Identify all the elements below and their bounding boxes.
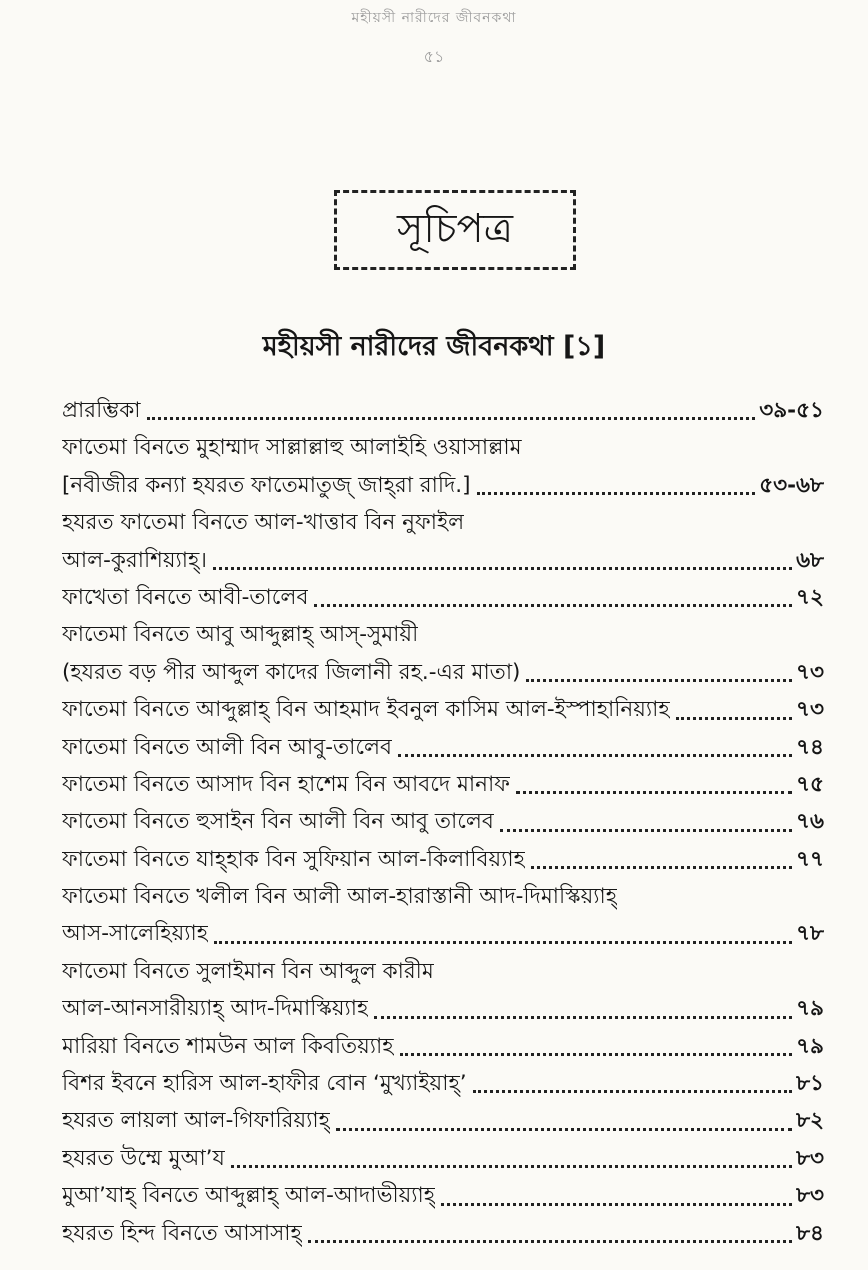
toc-page-number: ৭৪ [796, 734, 824, 760]
toc-page-number: ৮৩ [796, 1183, 824, 1209]
toc-page-number: ৭৯ [796, 1033, 824, 1059]
toc-dot-leader [676, 717, 792, 720]
toc-entry-title: ফাতেমা বিনতে আবু আব্দুল্লাহ্ আস্-সুমায়ী [62, 622, 419, 648]
toc-entry-title: মুআ’যাহ্ বিনতে আব্দুল্লাহ্ আল-আদাভীয়্যাহ্ [62, 1183, 436, 1209]
toc-entry-title: ফাতেমা বিনতে আব্দুল্লাহ্ বিন আহমাদ ইবনুল কাসিম আল-ইস্পাহানিয়্যাহ [62, 697, 670, 723]
toc-entry-title: ফাতেমা বিনতে হুসাইন বিন আলী বিন আবু তালেব [62, 809, 494, 835]
title-box [334, 190, 576, 270]
section-heading: মহীয়সী নারীদের জীবনকথা [১] [262, 331, 606, 362]
toc-entry-title: ফাতেমা বিনতে যাহ্‌হাক বিন সুফিয়ান আল-কিলাবিয়্যাহ [62, 846, 525, 872]
toc-dot-leader [308, 1240, 792, 1243]
toc-entry [62, 429, 824, 466]
toc-dot-leader [500, 829, 792, 832]
toc-entry-title: মারিয়া বিনতে শামউন আল কিবতিয়্যাহ [62, 1033, 394, 1059]
toc-entry-title: ফাতেমা বিনতে মুহাম্মাদ সাল্লাল্লাহু আলাইহি ওয়াসাল্লাম [62, 435, 522, 461]
toc-page-number: ৭৯ [796, 996, 824, 1022]
toc-page-number: ৮৪ [796, 1220, 824, 1246]
toc-page-number: ৭২ [796, 584, 824, 610]
toc-entry [62, 766, 824, 803]
toc-page-number: ৮৩ [796, 1145, 824, 1171]
toc-dot-leader [374, 1016, 792, 1019]
toc-dot-leader [441, 1203, 792, 1206]
toc-entry-title: আস-সালেহিয়্যাহ [62, 921, 209, 947]
toc-entry [62, 915, 824, 952]
toc-entry [62, 1102, 824, 1139]
toc-dot-leader [473, 1090, 793, 1093]
toc-entry [62, 616, 824, 653]
toc-entry-title: ফাতেমা বিনতে খলীল বিন আলী আল-হারাস্তানী আদ-দিমাস্কিয়্যাহ্ [62, 884, 618, 910]
toc-entry-title: আল-কুরাশিয়্যাহ্। [62, 547, 207, 573]
toc-dot-leader [477, 492, 756, 495]
toc-entry [62, 467, 824, 504]
toc-entry [62, 1140, 824, 1177]
toc-entry-title: ফাতেমা বিনতে আলী বিন আবু-তালেব [62, 734, 392, 760]
toc-entry [62, 990, 824, 1027]
toc-entry [62, 654, 824, 691]
toc-entry-title: হযরত হিন্দ বিনতে আসাসাহ্ [62, 1220, 302, 1246]
toc-dot-leader [147, 417, 756, 420]
toc-entry [62, 1065, 824, 1102]
toc-dot-leader [214, 941, 792, 944]
toc-page-number: ৬৮ [796, 547, 824, 573]
toc-entry-title: হযরত ফাতেমা বিনতে আল-খাত্তাব বিন নুফাইল [62, 510, 465, 536]
toc-entry [62, 504, 824, 541]
toc-page-number: ৮২ [796, 1108, 824, 1134]
toc-entry [62, 579, 824, 616]
toc-entry-title: (হযরত বড় পীর আব্দুল কাদের জিলানী রহ.-এর মাতা) [62, 659, 521, 685]
toc-dot-leader [231, 1165, 792, 1168]
toc-entry-title: [নবীজীর কন্যা হযরত ফাতেমাতুজ্ জাহ্‌রা রাদি.] [62, 472, 471, 498]
toc-entry [62, 841, 824, 878]
toc-dot-leader [400, 1053, 793, 1056]
toc-entry-title: হযরত উম্মে মুআ’য [62, 1145, 225, 1171]
toc-entry-title: আল-আনসারীয়্যাহ্ আদ-দিমাস্কিয়্যাহ [62, 996, 369, 1022]
toc-entry-title: ফাখেতা বিনতে আবী-তালেব [62, 584, 309, 610]
toc-entry-title: ফাতেমা বিনতে আসাদ বিন হাশেম বিন আবদে মানাফ [62, 771, 510, 797]
toc-page-number: ৫৩-৬৮ [759, 472, 824, 498]
toc-entry [62, 542, 824, 579]
toc-entry [62, 729, 824, 766]
toc-page-number: ৮১ [796, 1071, 824, 1097]
toc-entry-title: বিশর ইবনে হারিস আল-হাফীর বোন ‘মুখ্যাইয়াহ্’ [62, 1071, 467, 1097]
toc-entry [62, 953, 824, 990]
toc-page-number: ৭৫ [796, 771, 824, 797]
page-title: সূচিপত্র [397, 205, 513, 252]
toc-entry [62, 1177, 824, 1214]
toc-page-number: ৭৬ [796, 809, 824, 835]
table-of-contents [62, 392, 824, 1252]
toc-page-number: ৭৩ [796, 659, 824, 685]
toc-page-number: ৭৮ [796, 921, 824, 947]
toc-dot-leader [526, 679, 792, 682]
toc-page-number: ৩৯-৫১ [759, 397, 824, 423]
toc-dot-leader [516, 791, 792, 794]
toc-entry [62, 878, 824, 915]
toc-page-number: ৭৩ [796, 697, 824, 723]
toc-entry-title: হযরত লায়লা আল-গিফারিয়্যাহ্ [62, 1108, 330, 1134]
toc-entry [62, 1028, 824, 1065]
toc-entry [62, 691, 824, 728]
toc-entry-title: ফাতেমা বিনতে সুলাইমান বিন আব্দুল কারীম [62, 958, 434, 984]
toc-entry [62, 1215, 824, 1252]
toc-dot-leader [398, 754, 792, 757]
running-head: মহীয়সী নারীদের জীবনকথা [351, 10, 517, 26]
toc-page-number: ৭৭ [796, 846, 824, 872]
toc-dot-leader [336, 1128, 792, 1131]
toc-entry [62, 803, 824, 840]
toc-entry-title: প্রারম্ভিকা [62, 397, 141, 423]
page-number: ৫১ [423, 47, 445, 66]
toc-dot-leader [314, 604, 792, 607]
toc-entry [62, 392, 824, 429]
toc-dot-leader [213, 567, 792, 570]
toc-dot-leader [531, 866, 792, 869]
